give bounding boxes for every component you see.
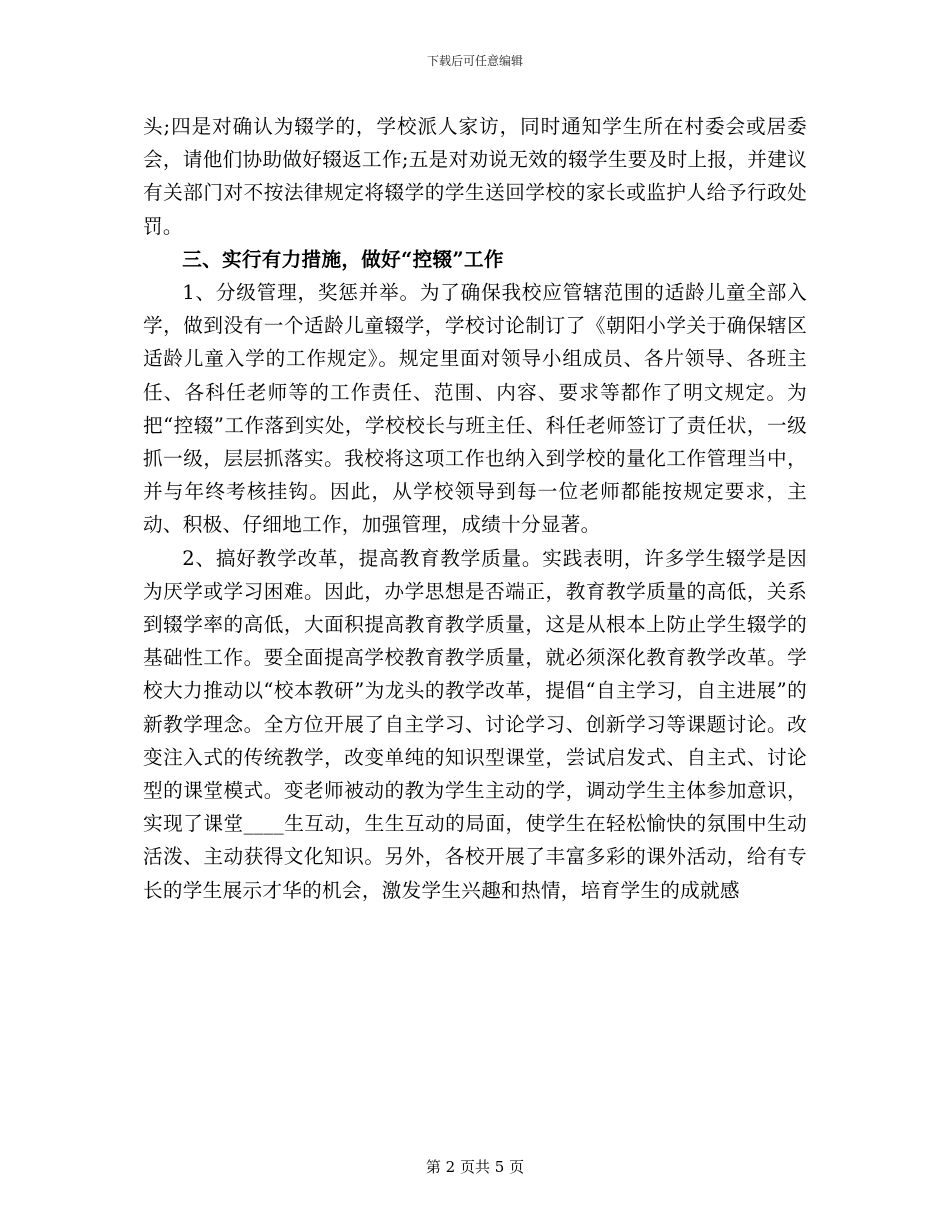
page-footer: 第 2 页共 5 页: [425, 1158, 525, 1176]
document-body: [143, 110, 807, 907]
section-heading: 三、实行有力措施，做好“控辍”工作: [182, 247, 504, 271]
paragraph-continuation: 头;四是对确认为辍学的，学校派人家访，同时通知学生所在村委会或居委会，请他们协助做好辍返工作;五是对劝说无效的辍学生要及时上报，并建议有关部门对不按法律规定将辍学的学生送回学校的家长或监护人给予行政处罚。: [143, 115, 807, 238]
paragraph-teaching-reform: 2、搞好教学改革，提高教育教学质量。实践表明，许多学生辍学是因为厌学或学习困难。因此，办学思想是否端正，教育教学质量的高低，关系到辍学率的高低，大面积提高教育教学质量，这是从根本上防止学生辍学的基础性工作。要全面提高学校教育教学质量，就必须深化教育教学改革。学校大力推动以“校本教研”为龙头的教学改革，提倡“自主学习，自主进展”的新教学理念。全方位开展了自主学习、讨论学习、创新学习等课题讨论。改变注入式的传统教学，改变单纯的知识型课堂，尝试启发式、自主式、讨论型的课堂模式。变老师被动的教为学生主动的学，调动学生主体参加意识，实现了课堂____生互动，生生互动的局面，使学生在轻松愉快的氛围中生动活泼、主动获得文化知识。另外，各校开展了丰富多彩的课外活动，给有专长的学生展示才华的机会，激发学生兴趣和热情，培育学生的成就感: [143, 546, 807, 902]
page-header: 下载后可任意编辑: [426, 54, 523, 68]
paragraph-graded-management: 1、分级管理，奖惩并举。为了确保我校应管辖范围的适龄儿童全部入学，做到没有一个适龄儿童辍学，学校讨论制订了《朝阳小学关于确保辖区适龄儿童入学的工作规定》。规定里面对领导小组成员、各片领导、各班主任、各科任老师等的工作责任、范围、内容、要求等都作了明文规定。为把“控辍”工作落到实处，学校校长与班主任、科任老师签订了责任状，一级抓一级，层层抓落实。我校将这项工作也纳入到学校的量化工作管理当中，并与年终考核挂钩。因此，从学校领导到每一位老师都能按规定要求，主动、积极、仔细地工作，加强管理，成绩十分显著。: [143, 281, 807, 537]
